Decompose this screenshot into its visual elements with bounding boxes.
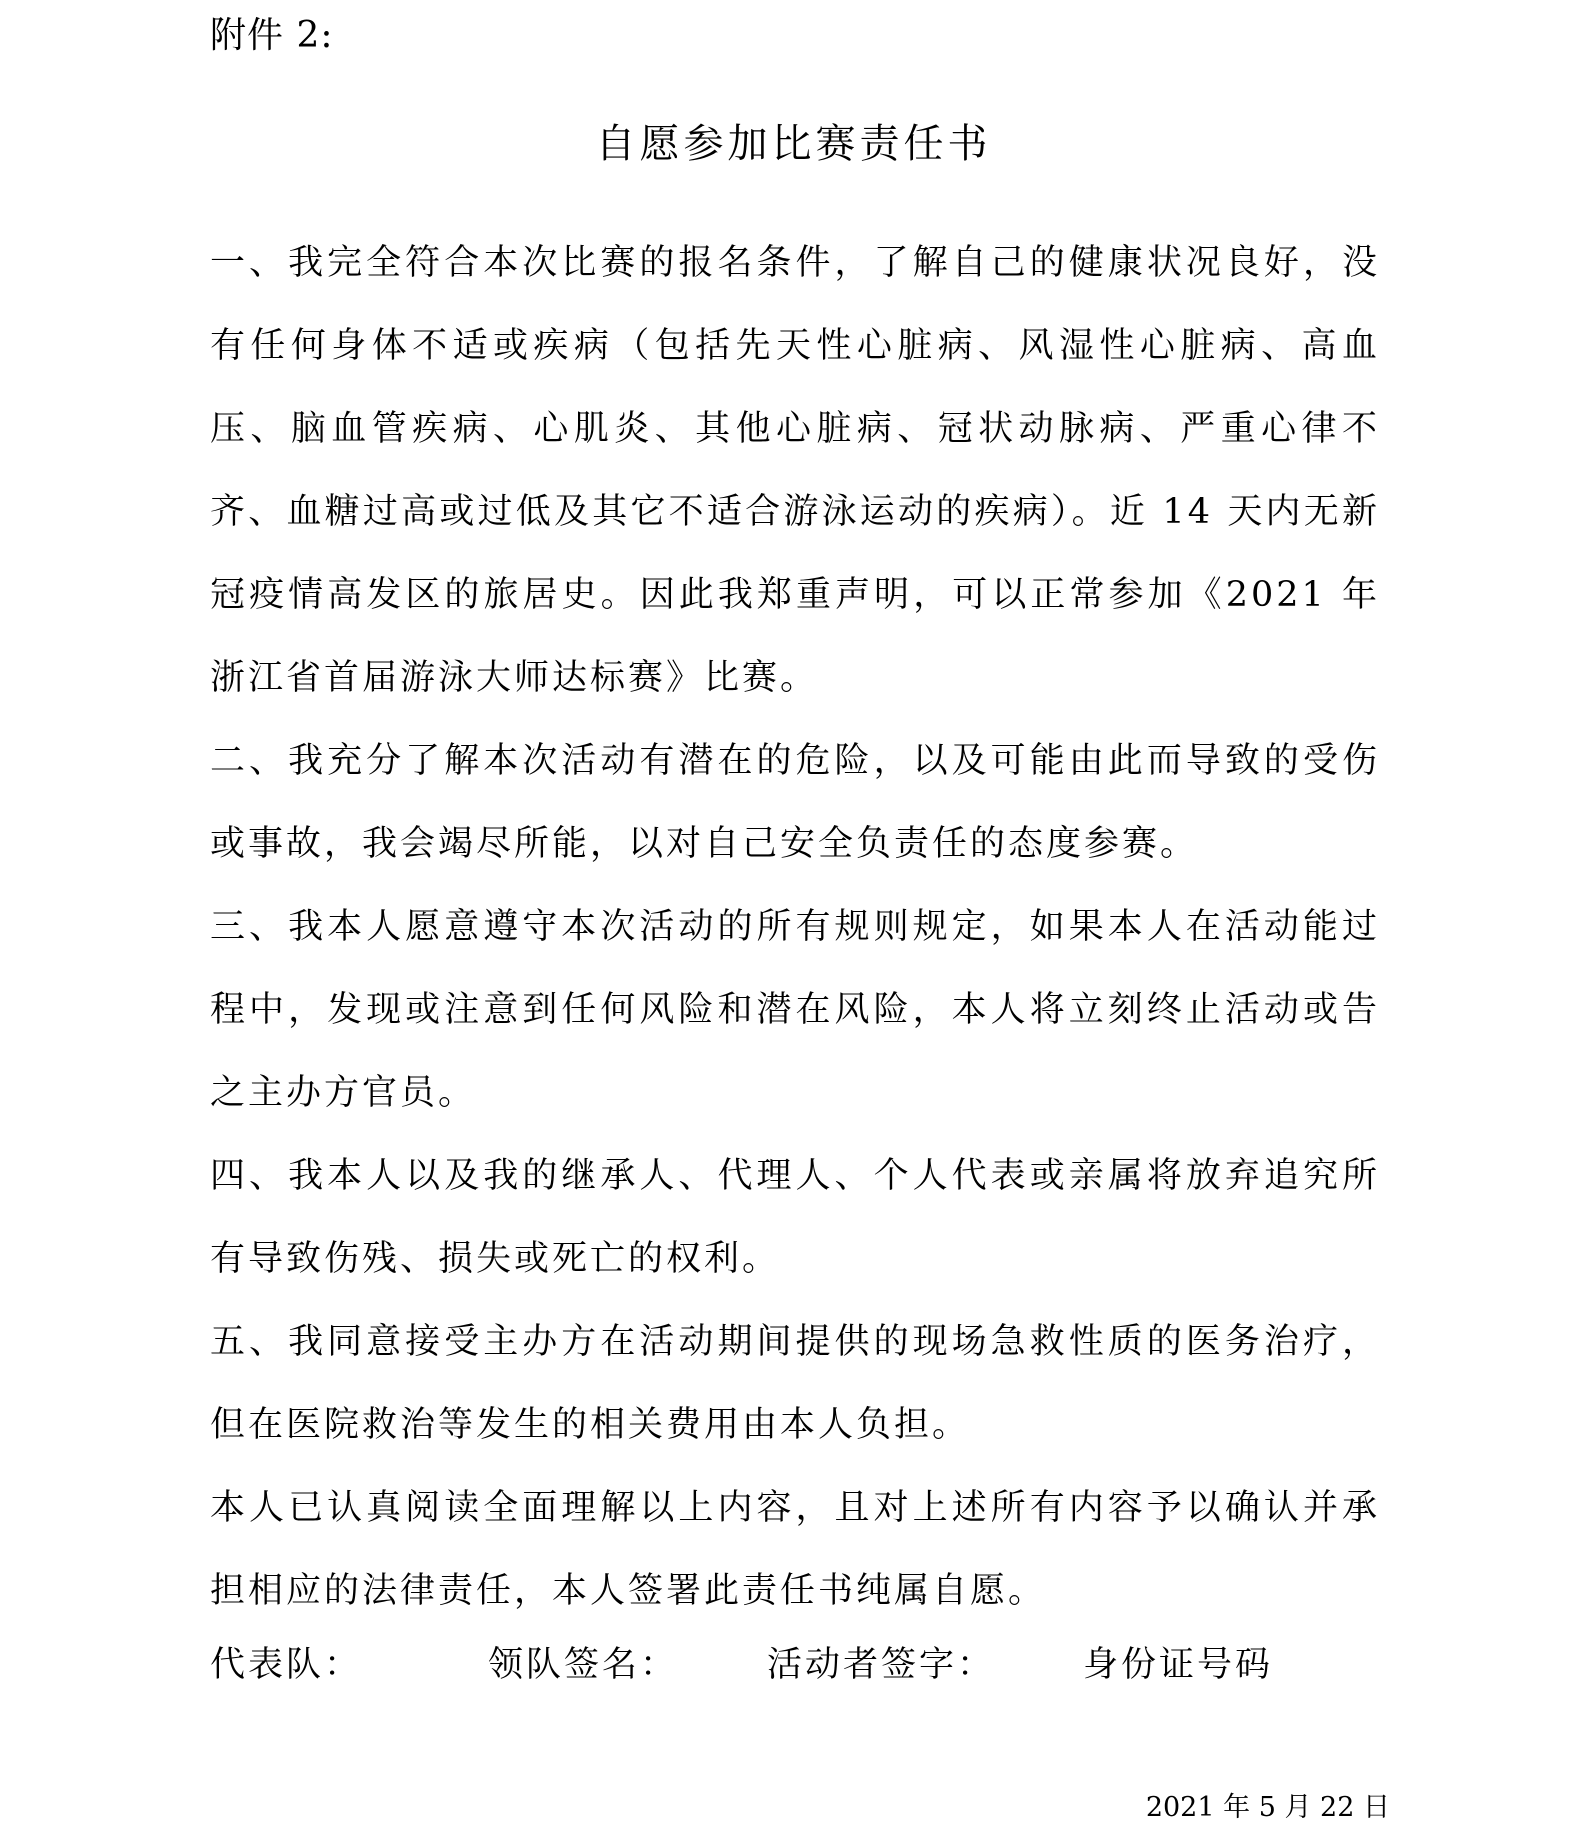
clause-2: 二、我充分了解本次活动有潜在的危险，以及可能由此而导致的受伤或事故，我会竭尽所能，以对自己安全负责任的态度参赛。	[210, 741, 1380, 864]
document-date: 2021 年 5 月 22 日	[1145, 1792, 1390, 1823]
confirmation-statement: 本人已认真阅读全面理解以上内容，且对上述所有内容予以确认并承担相应的法律责任，本人签署此责任书纯属自愿。	[210, 1488, 1380, 1611]
leader-signature-label: 领队签名：	[488, 1645, 679, 1685]
document-body	[210, 222, 1380, 1633]
id-number-label: 身份证号码	[1083, 1645, 1274, 1685]
participant-signature-label: 活动者签字：	[767, 1645, 996, 1685]
clause-4: 四、我本人以及我的继承人、代理人、个人代表或亲属将放弃追究所有导致伤残、损失或死亡的权利。	[210, 1156, 1380, 1279]
clause-1: 一、我完全符合本次比赛的报名条件，了解自己的健康状况良好，没有任何身体不适或疾病（包括先天性心脏病、风湿性心脏病、高血压、脑血管疾病、心肌炎、其他心脏病、冠状动脉病、严重心律不齐、血糖过高或过低及其它不适合游泳运动的疾病）。近 14 天内无新冠疫情高发区的旅居史。因此我郑重声明，可以正常参加《2021 年浙江省首届游泳大师达标赛》比赛。	[210, 243, 1380, 698]
clause-3: 三、我本人愿意遵守本次活动的所有规则规定，如果本人在活动能过程中，发现或注意到任何风险和潜在风险，本人将立刻终止活动或告之主办方官员。	[210, 907, 1380, 1113]
document-title: 自愿参加比赛责任书	[595, 121, 992, 167]
signature-row	[210, 1635, 1380, 1695]
attachment-label: 附件 2:	[210, 15, 334, 56]
clause-5: 五、我同意接受主办方在活动期间提供的现场急救性质的医务治疗，但在医院救治等发生的相关费用由本人负担。	[210, 1322, 1380, 1445]
team-label: 代表队：	[210, 1645, 363, 1685]
